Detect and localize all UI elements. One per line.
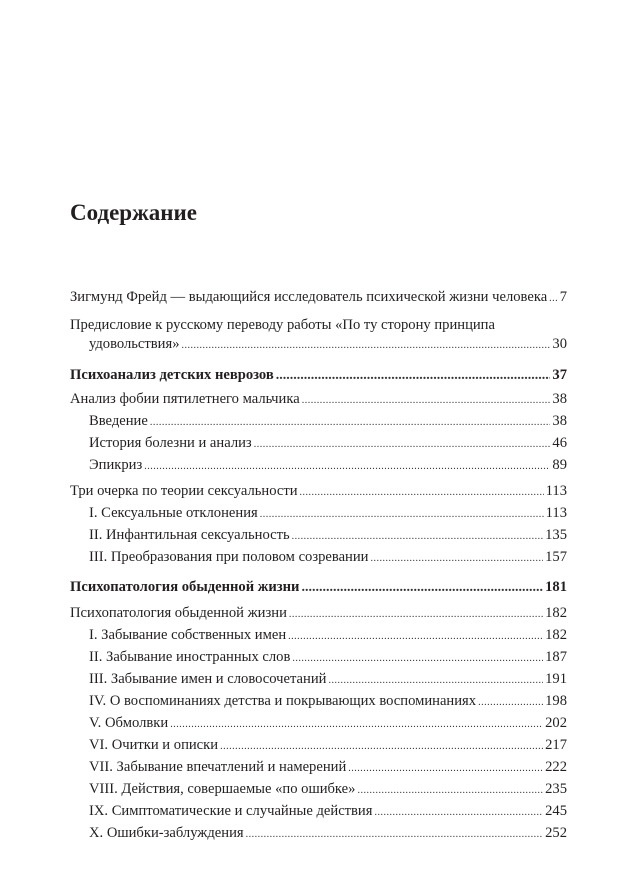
toc-section-heading[interactable] [70,577,567,598]
toc-entry-page: 7 [559,289,567,305]
toc-entry-title: Введение [89,413,148,429]
toc-entry-page: 245 [545,803,567,819]
toc-entry-title: VII. Забывание впечатлений и намерений [89,759,347,775]
dot-leader [302,392,551,410]
dot-leader [292,650,543,668]
toc-entry-page: 191 [545,671,567,687]
dot-leader [300,484,544,502]
toc-entry-page: 135 [545,527,567,543]
toc-entry-title: IV. О воспоминаниях детства и покрывающих воспоминаниях [89,693,477,709]
toc-entry-title: V. Обмолвки [89,715,169,731]
toc-entry-title: X. Ошибки-заблуждения [89,825,244,841]
toc-entry-page: 30 [552,336,567,352]
toc-entry-page: 157 [545,549,567,565]
dot-leader [328,672,543,690]
dot-leader [374,804,543,822]
toc-entry-title: I. Забывание собственных имен [89,627,287,643]
toc-entry-title: Эпикриз [89,457,143,473]
toc-entry-title: Анализ фобии пятилетнего мальчика [70,391,300,407]
toc-entry-page: 113 [545,483,567,499]
toc-entry[interactable] [70,669,567,691]
toc-entry-page: 38 [552,391,567,407]
toc-entry[interactable] [70,801,567,823]
toc-entry[interactable] [70,389,567,411]
toc-entry-title: Три очерка по теории сексуальности [70,483,298,499]
toc-entry-page: 46 [552,435,567,451]
toc-entry[interactable] [70,525,567,547]
toc-entry[interactable] [70,647,567,669]
toc-entry[interactable] [70,757,567,779]
toc-entry-page: 198 [545,693,567,709]
dot-leader [292,528,543,546]
dot-leader [549,290,558,308]
dot-leader [260,506,544,524]
dot-leader [289,606,543,624]
toc-entry-page: 222 [545,759,567,775]
toc-entry-title-line: Предисловие к русскому переводу работы «По ту сторону принципа [70,317,495,333]
dot-leader [301,579,543,597]
toc-entry-page: 217 [545,737,567,753]
toc-entry-title: VIII. Действия, совершаемые «по ошибке» [89,781,356,797]
toc-entry[interactable] [70,433,567,455]
dot-leader [170,716,543,734]
dot-leader [220,738,543,756]
toc-entry[interactable] [70,713,567,735]
toc-entry-page: 182 [545,605,567,621]
toc-entry[interactable] [70,779,567,801]
table-of-contents [70,287,567,845]
toc-entry-title: IX. Симптоматические и случайные действия [89,803,373,819]
toc-entry-page: 113 [545,505,567,521]
dot-leader [150,414,551,432]
toc-entry[interactable] [70,691,567,713]
dot-leader [144,458,550,476]
toc-entry-title: Психоанализ детских неврозов [70,367,274,383]
dot-leader [478,694,543,712]
dot-leader [371,550,544,568]
dot-leader [288,628,543,646]
toc-entry[interactable] [70,503,567,525]
toc-entry-title: Психопатология обыденной жизни [70,605,287,621]
toc-entry-title: История болезни и анализ [89,435,252,451]
toc-entry[interactable] [70,411,567,433]
toc-entry-title: I. Сексуальные отклонения [89,505,258,521]
dot-leader [182,337,551,355]
toc-entry[interactable] [70,547,567,569]
toc-entry[interactable] [70,823,567,845]
toc-entry[interactable] [70,287,567,309]
toc-entry-page: 37 [552,367,567,383]
toc-entry-title: Зигмунд Фрейд — выдающийся исследователь психической жизни человека [70,289,548,305]
toc-entry-title: II. Забывание иностранных слов [89,649,291,665]
toc-entry-page: 235 [545,781,567,797]
toc-entry-title: VI. Очитки и описки [89,737,219,753]
dot-leader [246,826,543,844]
toc-entry-page: 89 [552,457,567,473]
dot-leader [254,436,551,454]
toc-entry[interactable] [70,315,567,356]
dot-leader [348,760,543,778]
page-title: Содержание [70,200,197,225]
toc-entry-page: 252 [545,825,567,841]
dot-leader [357,782,543,800]
toc-entry[interactable] [70,603,567,625]
toc-entry[interactable] [70,735,567,757]
toc-entry[interactable] [70,625,567,647]
toc-entry-page: 202 [545,715,567,731]
toc-entry[interactable] [70,481,567,503]
toc-entry-page: 38 [552,413,567,429]
toc-entry-page: 187 [545,649,567,665]
toc-entry-title: III. Забывание имен и словосочетаний [89,671,327,687]
toc-entry[interactable] [70,455,567,477]
toc-entry-title-line: удовольствия» [89,336,180,352]
toc-entry-page: 181 [545,579,567,595]
toc-entry-title: III. Преобразования при половом созревании [89,549,369,565]
toc-entry-title: Психопатология обыденной жизни [70,579,300,595]
dot-leader [276,367,551,385]
toc-section-heading[interactable] [70,365,567,386]
toc-entry-page: 182 [545,627,567,643]
toc-entry-title: II. Инфантильная сексуальность [89,527,290,543]
